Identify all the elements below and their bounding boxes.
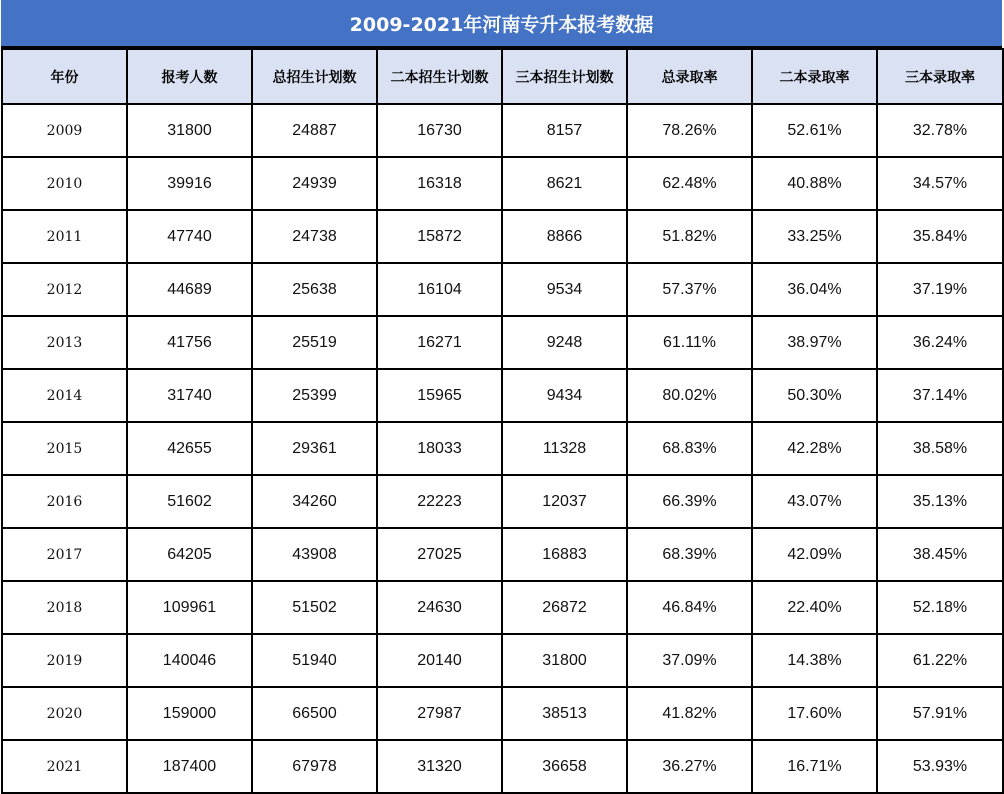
cell-tier3-rate: 38.45%: [877, 528, 1003, 581]
cell-tier2-rate: 40.88%: [752, 157, 877, 210]
cell-year: 2016: [2, 475, 127, 528]
cell-tier2-rate: 33.25%: [752, 210, 877, 263]
cell-tier3-plan: 9434: [502, 369, 627, 422]
cell-total-plan: 25638: [252, 263, 377, 316]
cell-year: 2020: [2, 687, 127, 740]
cell-total-plan: 24939: [252, 157, 377, 210]
cell-year: 2009: [2, 104, 127, 157]
cell-total-rate: 51.82%: [627, 210, 752, 263]
cell-tier2-rate: 22.40%: [752, 581, 877, 634]
cell-year: 2018: [2, 581, 127, 634]
cell-year: 2014: [2, 369, 127, 422]
cell-applicants: 47740: [127, 210, 252, 263]
cell-tier2-rate: 38.97%: [752, 316, 877, 369]
table-row: [2, 581, 1003, 634]
cell-total-rate: 36.27%: [627, 740, 752, 793]
cell-tier2-plan: 15872: [377, 210, 502, 263]
table-row: [2, 634, 1003, 687]
cell-applicants: 41756: [127, 316, 252, 369]
cell-total-rate: 61.11%: [627, 316, 752, 369]
cell-total-plan: 25519: [252, 316, 377, 369]
cell-applicants: 31800: [127, 104, 252, 157]
cell-tier3-plan: 38513: [502, 687, 627, 740]
cell-tier3-rate: 35.84%: [877, 210, 1003, 263]
cell-year: 2010: [2, 157, 127, 210]
cell-tier2-rate: 42.09%: [752, 528, 877, 581]
cell-tier3-plan: 9534: [502, 263, 627, 316]
cell-total-rate: 66.39%: [627, 475, 752, 528]
header-tier3-plan: 三本招生计划数: [502, 49, 627, 104]
header-year: 年份: [2, 49, 127, 104]
cell-total-rate: 41.82%: [627, 687, 752, 740]
cell-tier2-plan: 31320: [377, 740, 502, 793]
cell-tier3-plan: 16883: [502, 528, 627, 581]
cell-tier3-plan: 8157: [502, 104, 627, 157]
table-row: [2, 157, 1003, 210]
table-row: [2, 687, 1003, 740]
table-row: [2, 316, 1003, 369]
cell-applicants: 159000: [127, 687, 252, 740]
cell-tier2-plan: 16730: [377, 104, 502, 157]
cell-applicants: 44689: [127, 263, 252, 316]
table-title: 2009-2021年河南专升本报考数据: [1, 0, 1002, 48]
cell-tier2-plan: 22223: [377, 475, 502, 528]
cell-total-plan: 67978: [252, 740, 377, 793]
cell-tier2-plan: 18033: [377, 422, 502, 475]
cell-total-plan: 24738: [252, 210, 377, 263]
header-tier2-rate: 二本录取率: [752, 49, 877, 104]
cell-tier2-plan: 27987: [377, 687, 502, 740]
cell-tier2-rate: 14.38%: [752, 634, 877, 687]
cell-total-rate: 68.39%: [627, 528, 752, 581]
cell-applicants: 109961: [127, 581, 252, 634]
cell-tier3-rate: 34.57%: [877, 157, 1003, 210]
cell-tier3-plan: 36658: [502, 740, 627, 793]
cell-year: 2015: [2, 422, 127, 475]
table-row: [2, 210, 1003, 263]
admission-data-table: [1, 48, 1004, 794]
cell-tier2-rate: 36.04%: [752, 263, 877, 316]
cell-tier2-plan: 16104: [377, 263, 502, 316]
cell-tier2-rate: 52.61%: [752, 104, 877, 157]
cell-total-rate: 37.09%: [627, 634, 752, 687]
cell-tier3-rate: 35.13%: [877, 475, 1003, 528]
header-total-plan: 总招生计划数: [252, 49, 377, 104]
table-row: [2, 740, 1003, 793]
cell-total-plan: 51940: [252, 634, 377, 687]
cell-total-plan: 25399: [252, 369, 377, 422]
cell-year: 2019: [2, 634, 127, 687]
cell-total-rate: 78.26%: [627, 104, 752, 157]
cell-year: 2021: [2, 740, 127, 793]
cell-total-plan: 43908: [252, 528, 377, 581]
cell-total-rate: 80.02%: [627, 369, 752, 422]
header-applicants: 报考人数: [127, 49, 252, 104]
cell-tier3-rate: 52.18%: [877, 581, 1003, 634]
cell-tier3-rate: 57.91%: [877, 687, 1003, 740]
table-row: [2, 104, 1003, 157]
header-tier2-plan: 二本招生计划数: [377, 49, 502, 104]
cell-tier3-plan: 31800: [502, 634, 627, 687]
cell-total-plan: 34260: [252, 475, 377, 528]
cell-tier3-rate: 32.78%: [877, 104, 1003, 157]
cell-tier2-plan: 16318: [377, 157, 502, 210]
cell-applicants: 39916: [127, 157, 252, 210]
cell-total-plan: 51502: [252, 581, 377, 634]
cell-tier2-rate: 50.30%: [752, 369, 877, 422]
cell-total-rate: 57.37%: [627, 263, 752, 316]
cell-tier3-plan: 12037: [502, 475, 627, 528]
table-row: [2, 475, 1003, 528]
cell-total-rate: 62.48%: [627, 157, 752, 210]
cell-total-plan: 29361: [252, 422, 377, 475]
cell-applicants: 64205: [127, 528, 252, 581]
cell-year: 2017: [2, 528, 127, 581]
cell-tier3-plan: 8621: [502, 157, 627, 210]
cell-tier2-rate: 16.71%: [752, 740, 877, 793]
cell-tier3-rate: 38.58%: [877, 422, 1003, 475]
cell-tier3-plan: 11328: [502, 422, 627, 475]
cell-total-rate: 46.84%: [627, 581, 752, 634]
table-row: [2, 369, 1003, 422]
table-row: [2, 422, 1003, 475]
cell-tier3-rate: 61.22%: [877, 634, 1003, 687]
cell-tier3-plan: 26872: [502, 581, 627, 634]
cell-tier3-plan: 9248: [502, 316, 627, 369]
cell-tier3-plan: 8866: [502, 210, 627, 263]
cell-tier2-rate: 17.60%: [752, 687, 877, 740]
cell-applicants: 42655: [127, 422, 252, 475]
cell-tier2-rate: 42.28%: [752, 422, 877, 475]
cell-year: 2012: [2, 263, 127, 316]
cell-applicants: 51602: [127, 475, 252, 528]
cell-applicants: 140046: [127, 634, 252, 687]
cell-year: 2013: [2, 316, 127, 369]
table-row: [2, 263, 1003, 316]
table-row: [2, 528, 1003, 581]
cell-tier2-plan: 15965: [377, 369, 502, 422]
cell-total-plan: 66500: [252, 687, 377, 740]
cell-tier3-rate: 37.14%: [877, 369, 1003, 422]
header-row: [2, 49, 1003, 104]
cell-tier2-rate: 43.07%: [752, 475, 877, 528]
cell-total-plan: 24887: [252, 104, 377, 157]
header-tier3-rate: 三本录取率: [877, 49, 1003, 104]
cell-year: 2011: [2, 210, 127, 263]
cell-applicants: 187400: [127, 740, 252, 793]
cell-tier3-rate: 53.93%: [877, 740, 1003, 793]
cell-tier3-rate: 37.19%: [877, 263, 1003, 316]
cell-total-rate: 68.83%: [627, 422, 752, 475]
header-total-rate: 总录取率: [627, 49, 752, 104]
cell-tier2-plan: 16271: [377, 316, 502, 369]
cell-tier2-plan: 20140: [377, 634, 502, 687]
cell-tier2-plan: 27025: [377, 528, 502, 581]
cell-tier2-plan: 24630: [377, 581, 502, 634]
cell-tier3-rate: 36.24%: [877, 316, 1003, 369]
cell-applicants: 31740: [127, 369, 252, 422]
